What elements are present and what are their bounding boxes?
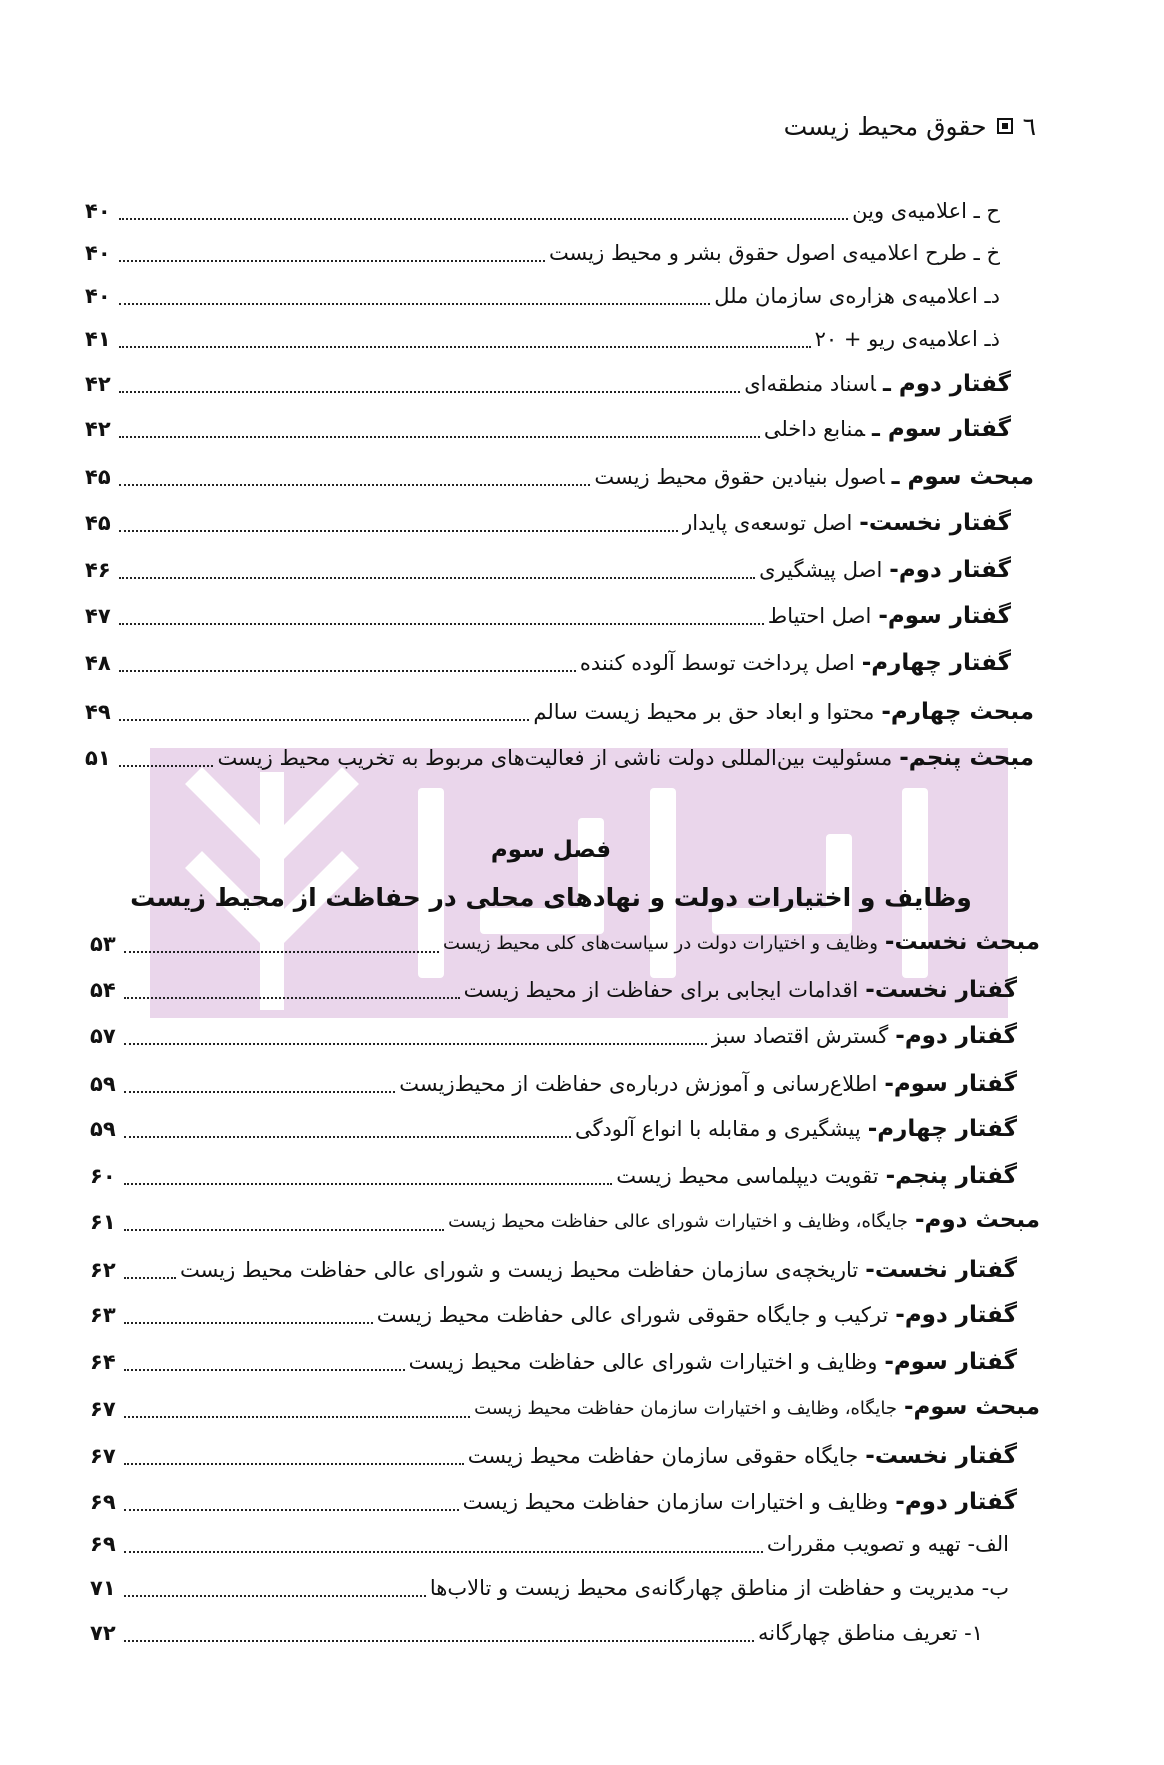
toc-entry-label: گفتار نخست- xyxy=(865,1257,1017,1283)
chapter-title: وظایف و اختیارات دولت و نهادهای محلی در حفاظت از محیط زیست xyxy=(130,883,972,912)
toc-entry-title: ۱- تعریف مناطق چهارگانه xyxy=(758,1621,983,1645)
toc-page-number: ۴۰ xyxy=(85,284,111,308)
toc-entry-title: تاریخچه‌ی سازمان حفاظت محیط زیست و شورای عالی حفاظت محیط زیست xyxy=(179,1258,859,1282)
dot-leader xyxy=(124,997,460,999)
toc-entry-label: مبحث دوم- xyxy=(914,1207,1040,1233)
dot-leader xyxy=(124,1369,405,1371)
toc-entry-text xyxy=(409,1342,1017,1382)
toc-entry-title: مسئولیت بین‌المللی دولت ناشی از فعالیت‌های مربوط به تخریب محیط زیست xyxy=(217,746,893,770)
toc-entry-text xyxy=(448,1200,1040,1242)
dot-leader xyxy=(119,530,678,532)
toc-entry-label: گفتار سوم ـ xyxy=(872,416,1011,442)
toc-entry-label: گفتار چهارم- xyxy=(867,1116,1017,1142)
toc-entry-label: مبحث پنجم- xyxy=(899,745,1034,771)
toc-page-number: ۶۷ xyxy=(90,1397,116,1421)
dot-leader xyxy=(119,719,529,721)
dot-leader xyxy=(119,484,590,486)
toc-entry-title: محتوا و ابعاد حق بر محیط زیست سالم xyxy=(533,700,875,724)
toc-page-number: ۵۴ xyxy=(90,978,116,1002)
dot-leader xyxy=(124,1136,571,1138)
toc-entry xyxy=(90,1295,1017,1335)
dot-leader xyxy=(124,1091,395,1093)
toc-page-number: ۴۲ xyxy=(85,417,111,441)
running-header xyxy=(784,106,1036,146)
toc-entry-title: جایگاه حقوقی سازمان حفاظت محیط زیست xyxy=(467,1444,859,1468)
toc-page-number: ۴۶ xyxy=(85,558,111,582)
toc-entry xyxy=(85,596,1011,636)
toc-entry-label: مبحث نخست- xyxy=(884,929,1040,955)
toc-page-number: ۴۰ xyxy=(85,241,111,265)
toc-page-number: ۶۰ xyxy=(90,1164,116,1188)
toc-entry-text xyxy=(180,1250,1017,1290)
toc-entry-label: مبحث چهارم- xyxy=(881,699,1034,725)
dot-leader xyxy=(119,303,710,305)
dot-leader xyxy=(124,1183,612,1185)
toc-entry-text xyxy=(768,596,1011,636)
toc-entry xyxy=(85,503,1011,543)
toc-entry xyxy=(90,1064,1017,1104)
toc-entry-text xyxy=(616,1156,1017,1196)
toc-entry xyxy=(90,1568,1009,1608)
dot-leader xyxy=(124,1595,426,1597)
toc-entry-title: ذـ اعلامیه‌ی ریو + ۲۰ xyxy=(814,327,1000,351)
toc-entry-title: جایگاه، وظایف و اختیارات شورای عالی حفاظت محیط زیست xyxy=(448,1211,908,1232)
toc-entry-label: گفتار نخست- xyxy=(859,510,1011,536)
toc-entry-text xyxy=(594,457,1034,497)
toc-entry-label: گفتار دوم- xyxy=(889,557,1011,583)
toc-entry-text xyxy=(377,1295,1017,1335)
toc-entry xyxy=(90,924,1040,964)
toc-entry xyxy=(85,692,1034,732)
toc-entry-title: وظایف و اختیارات سازمان حفاظت محیط زیست xyxy=(462,1490,889,1514)
toc-entry xyxy=(85,191,1000,231)
toc-entry-text xyxy=(463,1482,1017,1522)
toc-entry-title: ب- مدیریت و حفاظت از مناطق چهارگانه‌ی محیط زیست و تالاب‌ها xyxy=(429,1576,1009,1600)
dot-leader xyxy=(124,951,439,953)
toc-entry xyxy=(85,409,1011,449)
toc-entry-text xyxy=(580,643,1011,683)
toc-page-number: ۶۴ xyxy=(90,1350,116,1374)
toc-page-number: ۵۹ xyxy=(90,1117,116,1141)
toc-entry-text xyxy=(682,503,1011,543)
toc-entry xyxy=(90,1250,1017,1290)
toc-entry xyxy=(90,1109,1017,1149)
toc-entry-text xyxy=(533,692,1034,732)
toc-page-number: ۷۱ xyxy=(90,1576,116,1600)
toc-entry-title: اسناد منطقه‌ای xyxy=(744,372,876,396)
toc-entry-title: ح ـ اعلامیه‌ی وین xyxy=(852,199,1000,223)
toc-page-number: ۴۱ xyxy=(85,327,111,351)
toc-page-number: ۶۳ xyxy=(90,1303,116,1327)
toc-entry xyxy=(85,457,1034,497)
toc-entry xyxy=(90,1156,1017,1196)
dot-leader xyxy=(119,623,764,625)
toc-entry-label: گفتار نخست- xyxy=(865,977,1017,1003)
toc-page-number: ۶۲ xyxy=(90,1258,116,1282)
toc-page-number: ۵۹ xyxy=(90,1072,116,1096)
toc-entry-text xyxy=(711,1016,1017,1056)
toc-entry xyxy=(90,1202,1040,1242)
toc-entry-title: جایگاه، وظایف و اختیارات سازمان حفاظت محیط زیست xyxy=(474,1398,897,1419)
toc-entry xyxy=(90,1389,1040,1429)
toc-entry-title: پیشگیری و مقابله با انواع آلودگی xyxy=(574,1117,861,1141)
toc-entry-label: گفتار چهارم- xyxy=(861,650,1011,676)
dot-leader xyxy=(119,260,545,262)
running-title: حقوق محیط زیست xyxy=(783,111,987,141)
toc-entry xyxy=(85,319,1000,359)
dot-leader xyxy=(119,670,576,672)
toc-entry-title: تقویت دیپلماسی محیط زیست xyxy=(616,1164,879,1188)
dot-leader xyxy=(119,436,760,438)
toc-entry-label: گفتار پنجم- xyxy=(885,1163,1017,1189)
toc-entry xyxy=(85,738,1034,778)
toc-entry-label: گفتار دوم ـ xyxy=(882,371,1011,397)
toc-entry xyxy=(85,364,1011,404)
toc-entry-label: گفتار نخست- xyxy=(865,1443,1017,1469)
square-bullet-icon xyxy=(997,118,1013,134)
toc-page-number: ۶۹ xyxy=(90,1490,116,1514)
toc-page-number: ۶۷ xyxy=(90,1444,116,1468)
toc-entry xyxy=(90,970,1017,1010)
dot-leader xyxy=(119,346,811,348)
toc-entry xyxy=(90,1613,983,1653)
toc-entry xyxy=(85,276,1000,316)
toc-entry-label: گفتار دوم- xyxy=(895,1023,1017,1049)
toc-entry-label: گفتار سوم- xyxy=(884,1349,1017,1375)
toc-entry-title: دـ اعلامیه‌ی هزاره‌ی سازمان ملل xyxy=(714,284,1000,308)
toc-page-number: ۴۸ xyxy=(85,651,111,675)
toc-entry-title: اقدامات ایجابی برای حفاظت از محیط زیست xyxy=(463,978,859,1002)
toc-entry-title: اصل پرداخت توسط آلوده کننده xyxy=(579,651,855,675)
dot-leader xyxy=(124,1551,763,1553)
toc-entry xyxy=(85,233,1000,273)
toc-entry xyxy=(85,643,1011,683)
toc-entry-label: گفتار سوم- xyxy=(878,603,1011,629)
toc-page-number: ۶۹ xyxy=(90,1532,116,1556)
toc-entry-text xyxy=(759,550,1011,590)
toc-entry-text xyxy=(217,738,1034,778)
toc-entry-title: وظایف و اختیارات شورای عالی حفاظت محیط زیست xyxy=(408,1350,878,1374)
toc-page-number: ۴۰ xyxy=(85,199,111,223)
toc-entry-label: مبحث سوم- xyxy=(903,1394,1040,1420)
toc-entry-title: الف- تهیه و تصویب مقررات xyxy=(766,1532,1009,1556)
dot-leader xyxy=(124,1509,459,1511)
toc-entry-text xyxy=(468,1436,1017,1476)
dot-leader xyxy=(119,391,740,393)
toc-entry-label: گفتار دوم- xyxy=(895,1302,1017,1328)
toc-page-number: ۵۷ xyxy=(90,1024,116,1048)
toc-page-number: ۶۱ xyxy=(90,1210,116,1234)
dot-leader xyxy=(124,1322,373,1324)
dot-leader xyxy=(124,1229,444,1231)
toc-entry xyxy=(85,550,1011,590)
dot-leader xyxy=(124,1463,464,1465)
chapter-label: فصل سوم xyxy=(490,837,612,863)
toc-page-number: ۴۹ xyxy=(85,700,111,724)
toc-entry-title: خ ـ طرح اعلامیه‌ی اصول حقوق بشر و محیط زیست xyxy=(548,241,1000,265)
toc-entry-text xyxy=(443,922,1040,964)
dot-leader xyxy=(124,1043,707,1045)
dot-leader xyxy=(124,1277,176,1279)
toc-entry-text xyxy=(474,1387,1040,1429)
toc-entry-title: اصول بنیادین حقوق محیط زیست xyxy=(594,465,885,489)
toc-entry-text xyxy=(464,970,1017,1010)
toc-entry xyxy=(90,1342,1017,1382)
toc-entry-title: اصل پیشگیری xyxy=(759,558,883,582)
toc-entry-title: منابع داخلی xyxy=(763,417,866,441)
toc-entry xyxy=(90,1436,1017,1476)
toc-entry-title: اطلاع‌رسانی و آموزش درباره‌ی حفاظت از محیط‌زیست xyxy=(399,1072,878,1096)
toc-entry-title: اصل احتیاط xyxy=(767,604,872,628)
toc-entry xyxy=(90,1482,1017,1522)
toc-entry-title: وظایف و اختیارات دولت در سیاست‌های کلی محیط زیست xyxy=(443,933,878,954)
dot-leader xyxy=(119,218,848,220)
dot-leader xyxy=(119,765,213,767)
dot-leader xyxy=(124,1416,470,1418)
toc-page-number: ۴۵ xyxy=(85,511,111,535)
toc-entry-label: مبحث سوم ـ xyxy=(891,464,1034,490)
toc-entry-text xyxy=(399,1064,1017,1104)
toc-entry-label: گفتار دوم- xyxy=(895,1489,1017,1515)
dot-leader xyxy=(124,1640,754,1642)
toc-entry-title: ترکیب و جایگاه حقوقی شورای عالی حفاظت محیط زیست xyxy=(376,1303,889,1327)
toc-entry-text xyxy=(744,364,1011,404)
toc-page-number: ۴۵ xyxy=(85,465,111,489)
toc-entry-text xyxy=(764,409,1011,449)
toc-page-number: ۷۲ xyxy=(90,1621,116,1645)
toc-entry-label: گفتار سوم- xyxy=(884,1071,1017,1097)
toc-entry-title: گسترش اقتصاد سبز xyxy=(710,1024,889,1048)
toc-entry-title: اصل توسعه‌ی پایدار xyxy=(682,511,853,535)
toc-entry-text xyxy=(575,1109,1017,1149)
toc-page-number: ۵۳ xyxy=(90,932,116,956)
toc-page-number: ۵۱ xyxy=(85,746,111,770)
header-page-number: ٦ xyxy=(1022,111,1036,141)
dot-leader xyxy=(119,577,755,579)
toc-entry xyxy=(90,1016,1017,1056)
toc-entry xyxy=(90,1524,1009,1564)
toc-page-number: ۴۷ xyxy=(85,604,111,628)
toc-page-number: ۴۲ xyxy=(85,372,111,396)
